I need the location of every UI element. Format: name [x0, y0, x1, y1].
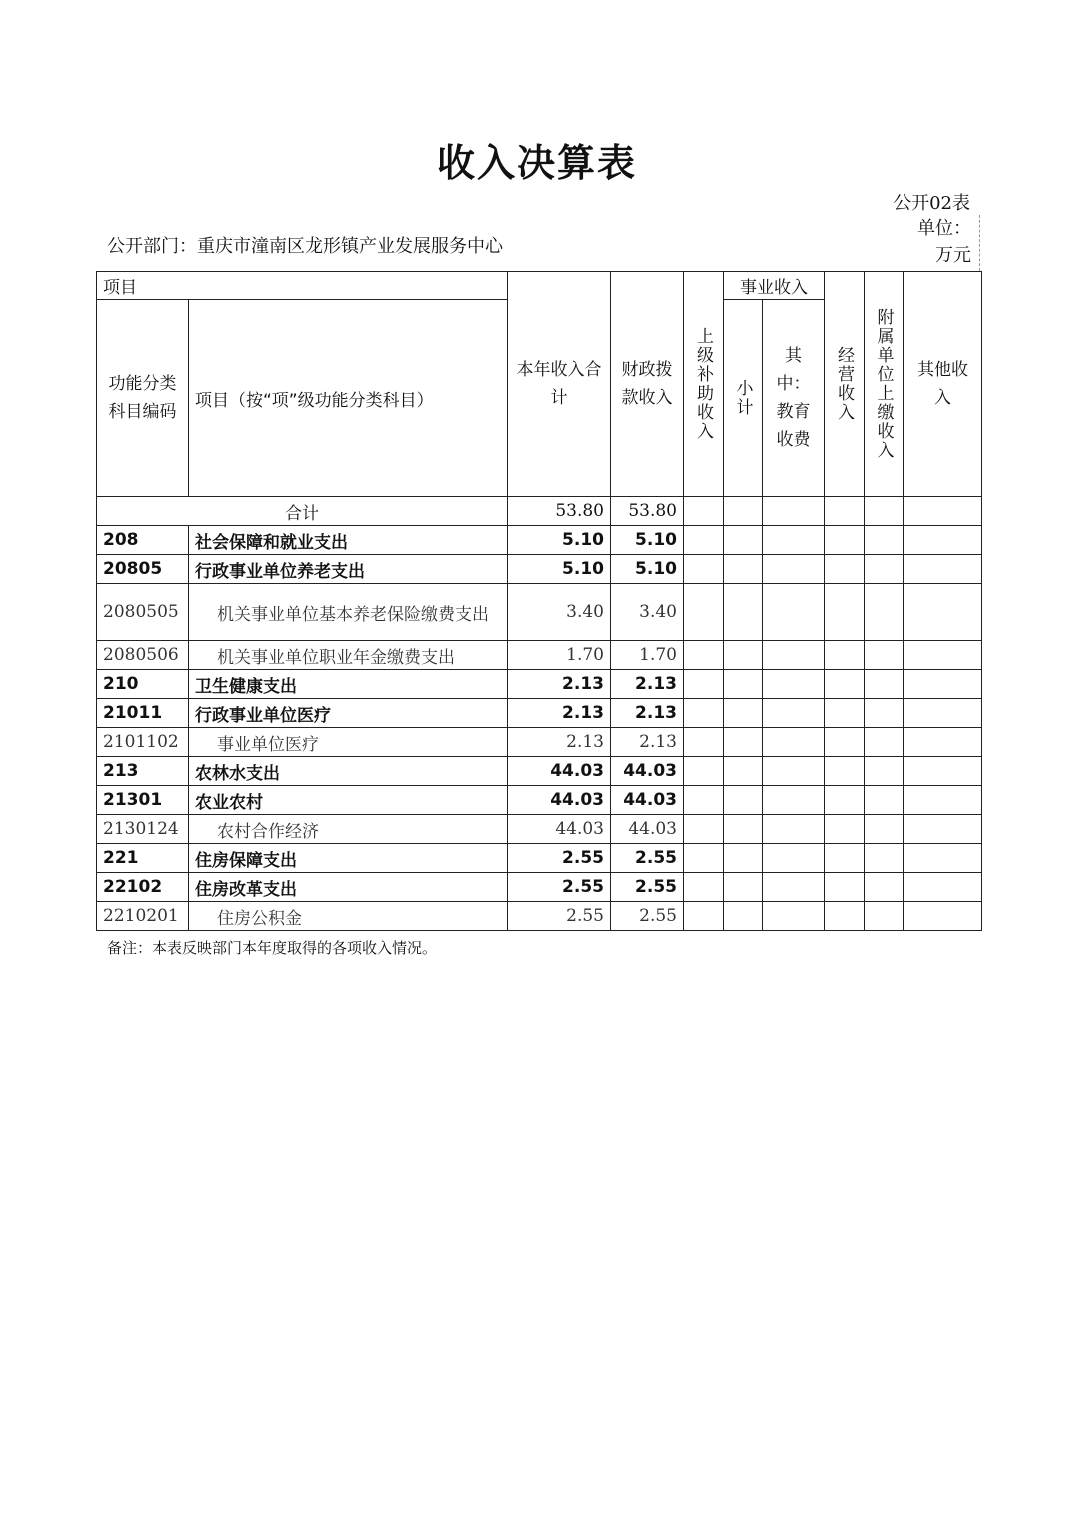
table-row	[97, 902, 982, 931]
empty-cell	[684, 728, 724, 757]
empty-cell	[724, 728, 763, 757]
empty-cell	[865, 757, 904, 786]
empty-cell	[865, 873, 904, 902]
row-name: 机关事业单位基本养老保险缴费支出	[189, 584, 508, 641]
empty-cell	[904, 873, 982, 902]
row-code: 221	[97, 844, 189, 873]
header-affiliated	[865, 272, 904, 497]
empty-cell	[904, 902, 982, 931]
row-name: 农村合作经济	[189, 815, 508, 844]
row-name: 住房保障支出	[189, 844, 508, 873]
empty-cell	[684, 873, 724, 902]
header-subtotal-label: 小计	[732, 379, 753, 417]
row-total-income: 44.03	[508, 815, 611, 844]
table-row	[97, 584, 982, 641]
empty-cell	[763, 641, 825, 670]
header-fiscal: 财政拨款收入	[611, 272, 684, 497]
row-total-income: 1.70	[508, 641, 611, 670]
header-total-income: 本年收入合计	[508, 272, 611, 497]
empty-cell	[763, 728, 825, 757]
row-fiscal: 2.55	[611, 873, 684, 902]
empty-cell	[763, 786, 825, 815]
row-fiscal: 2.55	[611, 902, 684, 931]
empty-cell	[763, 670, 825, 699]
row-total-income: 2.55	[508, 873, 611, 902]
header-superior-label: 上级补助收入	[693, 327, 713, 441]
row-total-income: 2.55	[508, 902, 611, 931]
row-fiscal: 44.03	[611, 815, 684, 844]
empty-cell	[825, 728, 865, 757]
empty-cell	[763, 584, 825, 641]
header-operating	[825, 272, 865, 497]
header-item: 项目	[97, 272, 508, 300]
row-code: 20805	[97, 555, 189, 584]
header-superior	[684, 272, 724, 497]
empty-cell	[825, 526, 865, 555]
unit-label: 单位：万元	[900, 215, 980, 271]
header-name: 项目（按“项”级功能分类科目）	[189, 300, 508, 497]
empty-cell	[684, 757, 724, 786]
header-code: 功能分类科目编码	[97, 300, 189, 497]
row-total-income: 44.03	[508, 786, 611, 815]
row-name: 行政事业单位医疗	[189, 699, 508, 728]
empty-cell	[825, 641, 865, 670]
row-total-income: 5.10	[508, 526, 611, 555]
empty-cell	[904, 757, 982, 786]
empty-cell	[865, 699, 904, 728]
row-name: 社会保障和就业支出	[189, 526, 508, 555]
row-name: 住房公积金	[189, 902, 508, 931]
row-code: 21301	[97, 786, 189, 815]
total-row	[97, 497, 982, 526]
empty-cell	[763, 555, 825, 584]
empty-cell	[825, 699, 865, 728]
row-code: 2080506	[97, 641, 189, 670]
empty-cell	[724, 757, 763, 786]
empty-cell	[865, 555, 904, 584]
empty-cell	[865, 815, 904, 844]
empty-cell	[825, 815, 865, 844]
empty-cell	[763, 526, 825, 555]
total-label: 合计	[97, 497, 508, 526]
empty-cell	[724, 670, 763, 699]
empty-cell	[865, 497, 904, 526]
empty-cell	[825, 844, 865, 873]
row-fiscal: 3.40	[611, 584, 684, 641]
empty-cell	[904, 670, 982, 699]
row-total-income: 44.03	[508, 757, 611, 786]
table-row	[97, 555, 982, 584]
row-fiscal: 5.10	[611, 555, 684, 584]
row-fiscal: 2.55	[611, 844, 684, 873]
header-other: 其他收入	[904, 272, 982, 497]
empty-cell	[865, 584, 904, 641]
table-row	[97, 757, 982, 786]
row-fiscal: 44.03	[611, 786, 684, 815]
empty-cell	[763, 497, 825, 526]
empty-cell	[825, 873, 865, 902]
empty-cell	[684, 786, 724, 815]
income-table	[96, 271, 982, 931]
empty-cell	[724, 555, 763, 584]
empty-cell	[763, 699, 825, 728]
total-income-cell: 53.80	[508, 497, 611, 526]
empty-cell	[684, 584, 724, 641]
empty-cell	[904, 526, 982, 555]
empty-cell	[904, 584, 982, 641]
empty-cell	[724, 497, 763, 526]
empty-cell	[865, 641, 904, 670]
row-fiscal: 2.13	[611, 670, 684, 699]
empty-cell	[904, 555, 982, 584]
empty-cell	[904, 815, 982, 844]
row-code: 2080505	[97, 584, 189, 641]
row-name: 卫生健康支出	[189, 670, 508, 699]
row-total-income: 2.13	[508, 699, 611, 728]
header-affiliated-label: 附属单位上缴收入	[873, 308, 894, 460]
empty-cell	[865, 670, 904, 699]
header-subtotal	[724, 300, 763, 497]
empty-cell	[825, 902, 865, 931]
empty-cell	[904, 699, 982, 728]
empty-cell	[763, 844, 825, 873]
row-code: 21011	[97, 699, 189, 728]
page-title: 收入决算表	[436, 141, 637, 185]
department-label: 公开部门：重庆市潼南区龙形镇产业发展服务中心	[107, 236, 503, 257]
table-row	[97, 526, 982, 555]
empty-cell	[684, 555, 724, 584]
empty-cell	[724, 815, 763, 844]
empty-cell	[825, 786, 865, 815]
empty-cell	[684, 670, 724, 699]
empty-cell	[904, 497, 982, 526]
empty-cell	[904, 786, 982, 815]
empty-cell	[825, 497, 865, 526]
row-code: 2130124	[97, 815, 189, 844]
empty-cell	[684, 526, 724, 555]
row-code: 210	[97, 670, 189, 699]
total-fiscal-cell: 53.80	[611, 497, 684, 526]
table-row	[97, 815, 982, 844]
row-name: 事业单位医疗	[189, 728, 508, 757]
row-code: 213	[97, 757, 189, 786]
header-operating-label: 经营收入	[834, 346, 854, 422]
table-row	[97, 844, 982, 873]
row-total-income: 3.40	[508, 584, 611, 641]
empty-cell	[865, 526, 904, 555]
row-fiscal: 1.70	[611, 641, 684, 670]
empty-cell	[684, 844, 724, 873]
row-code: 22102	[97, 873, 189, 902]
empty-cell	[724, 641, 763, 670]
row-name: 农业农村	[189, 786, 508, 815]
table-row	[97, 786, 982, 815]
empty-cell	[684, 699, 724, 728]
header-business-group: 事业收入	[724, 272, 825, 300]
empty-cell	[724, 902, 763, 931]
empty-cell	[724, 699, 763, 728]
row-name: 住房改革支出	[189, 873, 508, 902]
row-fiscal: 5.10	[611, 526, 684, 555]
empty-cell	[904, 641, 982, 670]
empty-cell	[904, 728, 982, 757]
empty-cell	[825, 584, 865, 641]
empty-cell	[684, 497, 724, 526]
row-total-income: 2.55	[508, 844, 611, 873]
row-code: 2101102	[97, 728, 189, 757]
row-name: 行政事业单位养老支出	[189, 555, 508, 584]
row-fiscal: 44.03	[611, 757, 684, 786]
table-row	[97, 873, 982, 902]
empty-cell	[865, 902, 904, 931]
table-row	[97, 699, 982, 728]
table-row	[97, 670, 982, 699]
row-name: 机关事业单位职业年金缴费支出	[189, 641, 508, 670]
row-code: 2210201	[97, 902, 189, 931]
header-education: 其中：教育收费	[763, 300, 825, 497]
row-code: 208	[97, 526, 189, 555]
empty-cell	[724, 584, 763, 641]
empty-cell	[865, 844, 904, 873]
table-row	[97, 641, 982, 670]
empty-cell	[763, 873, 825, 902]
empty-cell	[763, 757, 825, 786]
empty-cell	[865, 728, 904, 757]
footnote: 备注：本表反映部门本年度取得的各项收入情况。	[107, 939, 438, 957]
empty-cell	[684, 641, 724, 670]
empty-cell	[763, 815, 825, 844]
table-row	[97, 728, 982, 757]
row-total-income: 5.10	[508, 555, 611, 584]
row-total-income: 2.13	[508, 728, 611, 757]
empty-cell	[724, 786, 763, 815]
empty-cell	[904, 844, 982, 873]
row-fiscal: 2.13	[611, 699, 684, 728]
row-total-income: 2.13	[508, 670, 611, 699]
empty-cell	[684, 902, 724, 931]
row-name: 农林水支出	[189, 757, 508, 786]
doc-code: 公开02表	[893, 193, 970, 214]
empty-cell	[724, 844, 763, 873]
empty-cell	[825, 555, 865, 584]
empty-cell	[865, 786, 904, 815]
empty-cell	[724, 526, 763, 555]
row-fiscal: 2.13	[611, 728, 684, 757]
empty-cell	[684, 815, 724, 844]
empty-cell	[724, 873, 763, 902]
empty-cell	[825, 757, 865, 786]
empty-cell	[825, 670, 865, 699]
empty-cell	[763, 902, 825, 931]
